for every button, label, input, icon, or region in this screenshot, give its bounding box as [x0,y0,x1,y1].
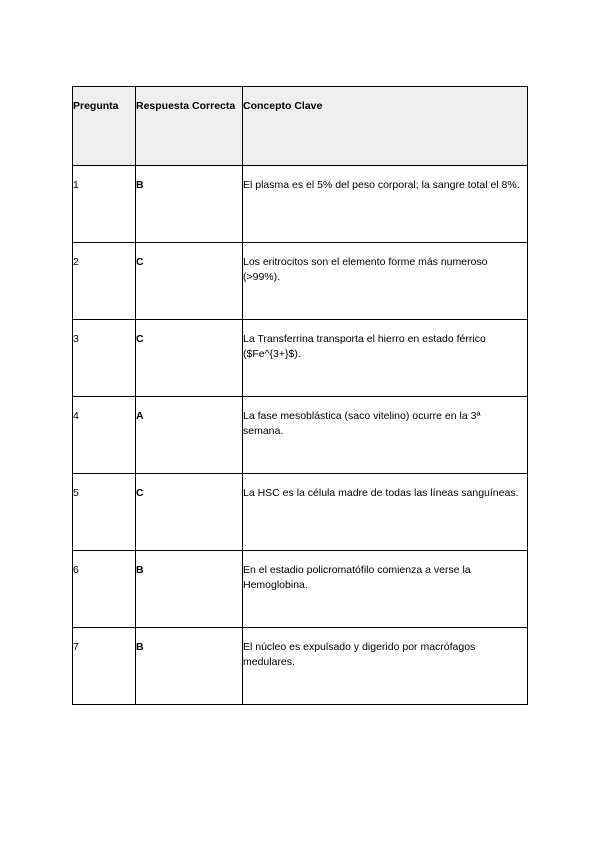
key-concept: La fase mesoblástica (saco vitelino) ocurre en la 3ª semana. [243,397,528,474]
key-concept: El plasma es el 5% del peso corporal; la sangre total el 8%. [243,166,528,243]
table-row [73,243,528,320]
question-number: 3 [73,320,136,397]
correct-answer: B [136,166,243,243]
header-respuesta-correcta: Respuesta Correcta [136,87,243,166]
correct-answer: B [136,628,243,705]
correct-answer: C [136,474,243,551]
question-number: 6 [73,551,136,628]
question-number: 5 [73,474,136,551]
header-row [73,87,528,166]
key-concept: La Transferrina transporta el hierro en estado férrico ($Fe^{3+}$). [243,320,528,397]
table-row [73,397,528,474]
header-concepto-clave: Concepto Clave [243,87,528,166]
question-number: 2 [73,243,136,320]
correct-answer: C [136,320,243,397]
table-row [73,551,528,628]
question-number: 1 [73,166,136,243]
table-body [73,166,528,705]
table-row [73,320,528,397]
key-concept: La HSC es la célula madre de todas las líneas sanguíneas. [243,474,528,551]
table-row [73,474,528,551]
question-number: 4 [73,397,136,474]
correct-answer: B [136,551,243,628]
table-row [73,166,528,243]
correct-answer: A [136,397,243,474]
header-pregunta: Pregunta [73,87,136,166]
key-concept: El núcleo es expulsado y digerido por macrófagos medulares. [243,628,528,705]
answer-key-table [72,86,528,705]
correct-answer: C [136,243,243,320]
key-concept: En el estadio policromatófilo comienza a verse la Hemoglobina. [243,551,528,628]
key-concept: Los eritrocitos son el elemento forme más numeroso (>99%). [243,243,528,320]
table-row [73,628,528,705]
table-header [73,87,528,166]
question-number: 7 [73,628,136,705]
